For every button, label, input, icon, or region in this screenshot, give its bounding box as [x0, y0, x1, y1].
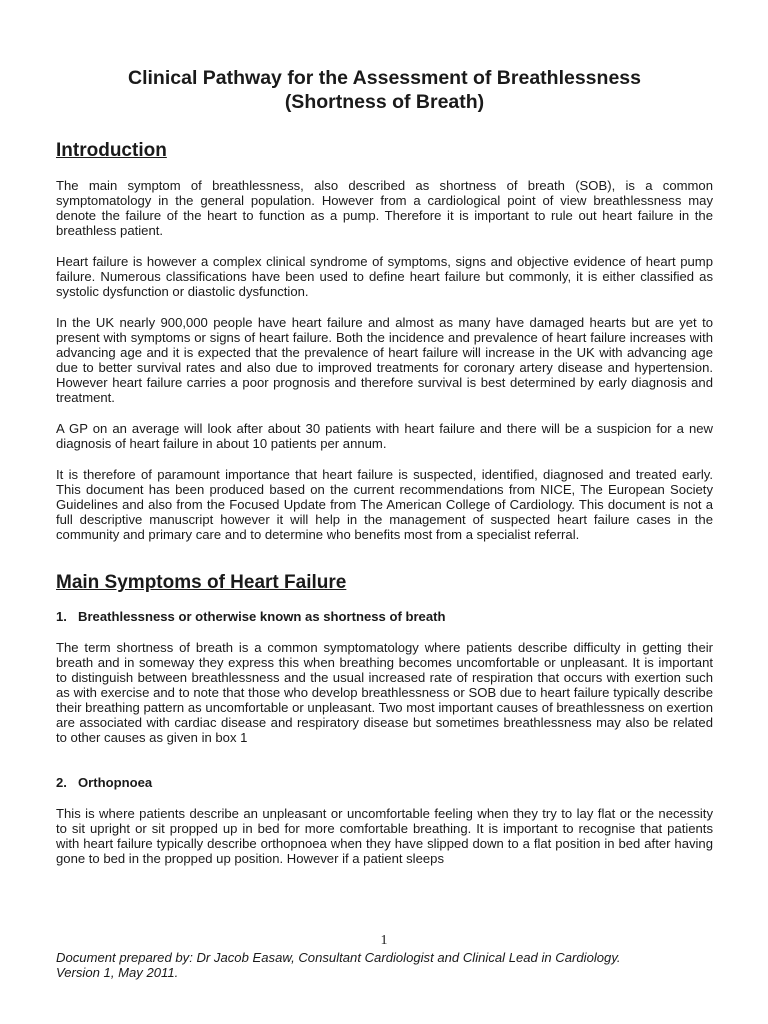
main-symptoms-heading: Main Symptoms of Heart Failure — [56, 572, 347, 593]
introduction-heading: Introduction — [56, 140, 167, 161]
document-footer — [56, 950, 716, 980]
title-line-1: Clinical Pathway for the Assessment of Breathlessness — [128, 67, 641, 89]
document-page — [56, 66, 713, 866]
symptom-2-text: This is where patients describe an unpleasant or uncomfortable feeling when they try to lay flat or the necessity to sit upright or sit propped up in bed for more comfortable breathing. It is important to recognise that patients with heart failure typically describe orthopnoea when they have slipped down to a flat position in bed after having gone to bed in the propped up position. However if a patient sleeps — [56, 806, 713, 866]
symptom-1-text: The term shortness of breath is a common symptomatology where patients describe difficulty in getting their breath and in someway they express this when breathing becomes uncomfortable or unpleasant. It is important to distinguish between breathlessness and the usual increased rate of respiration that occurs with exertion such as with exercise and to note that those who develop breathlessness or SOB due to heart failure typically describe their breathing pattern as uncomfortable or unpleasant. Two most important causes of breathlessness on exertion are associated with cardiac disease and respiratory disease but sometimes breathlessness may also be related to other causes as given in box 1 — [56, 640, 713, 745]
symptom-2-number: 2. — [56, 775, 67, 790]
page-number: 1 — [380, 933, 388, 948]
symptom-1-heading — [56, 609, 713, 624]
intro-paragraph-4: A GP on an average will look after about 30 patients with heart failure and there will be a suspicion for a new diagnosis of heart failure in about 10 patients per annum. — [56, 421, 713, 451]
footer-line-2: Version 1, May 2011. — [56, 965, 179, 980]
symptom-2-title: Orthopnoea — [78, 775, 153, 790]
symptom-1-title: Breathlessness or otherwise known as shortness of breath — [78, 609, 446, 624]
intro-paragraph-5: It is therefore of paramount importance that heart failure is suspected, identified, diagnosed and treated early. This document has been produced based on the current recommendations from NICE, The European Society Guidelines and also from the Focused Update from The American College of Cardiology. This document is not a full descriptive manuscript however it will help in the management of suspected heart failure cases in the community and primary care and to determine who benefits most from a specialist referral. — [56, 467, 713, 542]
intro-paragraph-3: In the UK nearly 900,000 people have heart failure and almost as many have damaged hearts but are yet to present with symptoms or signs of heart failure. Both the incidence and prevalence of heart failure increases with advancing age and it is expected that the prevalence of heart failure will increase in the UK with advancing age due to better survival rates and also due to improved treatments for coronary artery disease and hypertension. However heart failure carries a poor prognosis and therefore survival is best determined by early diagnosis and treatment. — [56, 315, 713, 405]
symptom-1-number: 1. — [56, 609, 67, 624]
symptom-2-heading — [56, 775, 713, 790]
intro-paragraph-1: The main symptom of breathlessness, also described as shortness of breath (SOB), is a common symptomatology in the general population. However from a cardiological point of view breathlessness may denote the failure of the heart to function as a pump. Therefore it is important to rule out heart failure in the breathless patient. — [56, 178, 713, 238]
intro-paragraph-2: Heart failure is however a complex clinical syndrome of symptoms, signs and objective evidence of heart pump failure. Numerous classifications have been used to define heart failure but commonly, it is either classified as systolic dysfunction or diastolic dysfunction. — [56, 254, 713, 299]
document-title — [56, 66, 713, 114]
footer-line-1: Document prepared by: Dr Jacob Easaw, Consultant Cardiologist and Clinical Lead in Cardiology. — [56, 950, 621, 965]
title-line-2: (Shortness of Breath) — [284, 91, 485, 113]
